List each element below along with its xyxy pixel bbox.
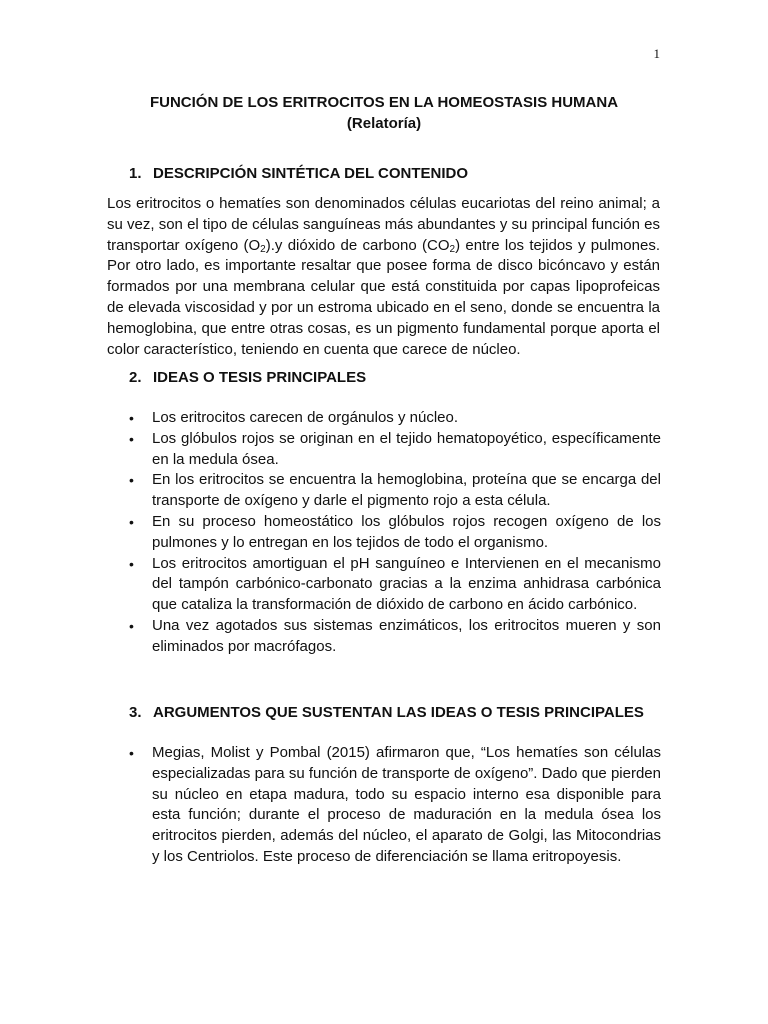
section-2-bullet-list (129, 408, 661, 658)
bullet-icon: • (129, 513, 134, 530)
section-number: 3. (129, 704, 142, 721)
list-item (129, 616, 661, 658)
section-number: 2. (129, 369, 142, 386)
list-item (129, 554, 661, 616)
document-title: FUNCIÓN DE LOS ERITROCITOS EN LA HOMEOSTASIS HUMANA (149, 94, 619, 111)
section-2-heading (129, 367, 366, 388)
section-3-heading (129, 702, 644, 723)
bullet-icon: • (129, 430, 134, 447)
section-3-bullet-list (129, 743, 661, 868)
list-item (129, 408, 661, 429)
section-title: ARGUMENTOS QUE SUSTENTAN LAS IDEAS O TESIS PRINCIPALES (153, 704, 644, 721)
section-number: 1. (129, 165, 142, 182)
paragraph-text: Los eritrocitos o hematíes son denominados células eucariotas del reino animal; a su vez, son el tipo de células sanguíneas más abundantes y su principal función es transportar oxígeno (O (107, 195, 660, 254)
list-item (129, 743, 661, 868)
section-1-paragraph (107, 194, 660, 360)
list-item (129, 470, 661, 512)
list-item-text: En los eritrocitos se encuentra la hemoglobina, proteína que se encarga del transporte de oxígeno y darle el pigmento rojo a esta célula. (152, 471, 661, 510)
list-item-text: Megias, Molist y Pombal (2015) afirmaron que, “Los hematíes son células especializadas para su función de transporte de oxígeno”. Dado que pierden su núcleo en etapa madura, todo su espacio interno esa disponible para esta función; durante el proceso de maduración en la medula ósea los eritrocitos pierden, además del núcleo, el aparato de Golgi, las Mitocondrias y los Centriolos. Este proceso de diferenciación se llama eritropoyesis. (152, 744, 661, 865)
list-item (129, 429, 661, 471)
list-item-text: Los eritrocitos amortiguan el pH sanguíneo e Intervienen en el mecanismo del tampón carbónico-carbonato gracias a la enzima anhidrasa carbónica que cataliza la transformación de dióxido de carbono en ácido carbónico. (152, 554, 661, 614)
list-item-text: Los glóbulos rojos se originan en el tejido hematopoyético, específicamente en la medula ósea. (152, 429, 661, 468)
page-number: 1 (653, 46, 660, 61)
list-item-text: En su proceso homeostático los glóbulos rojos recogen oxígeno de los pulmones y lo entregan en los tejidos de todo el organismo. (152, 512, 661, 551)
list-item (129, 512, 661, 554)
bullet-icon: • (129, 617, 134, 634)
bullet-icon: • (129, 745, 134, 761)
subscript: 2 (449, 243, 456, 255)
bullet-icon: • (129, 472, 134, 489)
section-1-heading (129, 163, 468, 184)
paragraph-text: ).y dióxido de carbono (CO (265, 236, 450, 254)
paragraph-text: ) entre los tejidos y pulmones. Por otro lado, es importante resaltar que posee forma de disco bicóncavo y están formados por una membrana celular que está constituida por capas lipoprofeicas de elevada viscosidad y por un estroma ubicado en el seno, donde se encuentra la hemoglobina, que entre otras cosas, es un pigmento fundamental porque aporta el color característico, teniendo en cuenta que carece de núcleo. (107, 236, 660, 358)
list-item-text: Una vez agotados sus sistemas enzimáticos, los eritrocitos mueren y son eliminados por macrófagos. (152, 616, 661, 655)
subscript: 2 (260, 243, 266, 255)
list-item-text: Los eritrocitos carecen de orgánulos y núcleo. (152, 409, 459, 426)
section-title: IDEAS O TESIS PRINCIPALES (153, 369, 367, 386)
bullet-icon: • (129, 410, 134, 426)
document-subtitle: (Relatoría) (346, 115, 422, 132)
section-title: DESCRIPCIÓN SINTÉTICA DEL CONTENIDO (153, 165, 469, 182)
bullet-icon: • (129, 555, 134, 572)
